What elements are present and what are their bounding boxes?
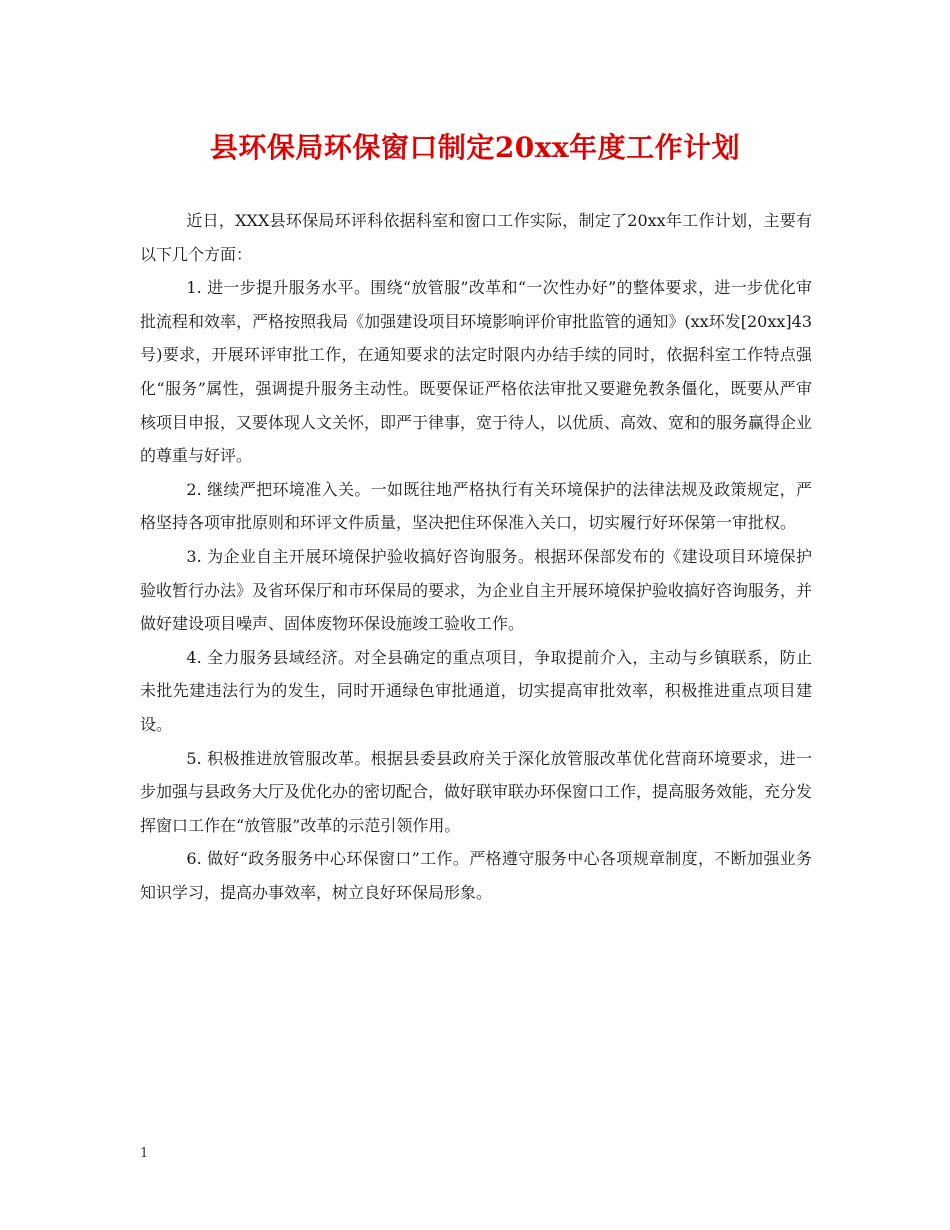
item-1-paragraph: 1. 进一步提升服务水平。围绕“放管服”改革和“一次性办好”的整体要求，进一步优化审批流程和效率，严格按照我局《加强建设项目环境影响评价审批监管的通知》(xx环发[20xx]43号)要求，开展环评审批工作，在通知要求的法定时限内办结手续的同时，依据科室工作特点强化“服务”属性，强调提升服务主动性。既要保证严格依法审批又要避免教条僵化，既要从严审核项目申报，又要体现人文关怀，即严于律事，宽于待人，以优质、高效、宽和的服务赢得企业的尊重与好评。 xyxy=(140,278,813,466)
item-3-paragraph: 3. 为企业自主开展环境保护验收搞好咨询服务。根据环保部发布的《建设项目环境保护验收暂行办法》及省环保厅和市环保局的要求，为企业自主开展环境保护验收搞好咨询服务，并做好建设项目噪声、固体废物环保设施竣工验收工作。 xyxy=(140,546,813,634)
intro-paragraph: 近日，XXX县环保局环评科依据科室和窗口工作实际，制定了20xx年工作计划，主要有以下几个方面： xyxy=(140,211,812,264)
item-6-paragraph: 6. 做好“政务服务中心环保窗口”工作。严格遵守服务中心各项规章制度，不断加强业务知识学习，提高办事效率，树立良好环保局形象。 xyxy=(140,849,812,902)
page-number: 1 xyxy=(140,1146,149,1161)
item-2-paragraph: 2. 继续严把环境准入关。一如既往地严格执行有关环境保护的法律法规及政策规定，严格坚持各项审批原则和环评文件质量，坚决把住环保准入关口，切实履行好环保第一审批权。 xyxy=(140,479,812,533)
document-title: 县环保局环保窗口制定20xx年度工作计划 xyxy=(209,131,741,164)
document-body xyxy=(140,204,812,909)
item-4-paragraph: 4. 全力服务县域经济。对全县确定的重点项目，争取提前介入，主动与乡镇联系，防止未批先建违法行为的发生，同时开通绿色审批通道，切实提高审批效率，积极推进重点项目建设。 xyxy=(140,647,812,734)
item-5-paragraph: 5. 积极推进放管服改革。根据县委县政府关于深化放管服改革优化营商环境要求，进一步加强与县政务大厅及优化办的密切配合，做好联审联办环保窗口工作，提高服务效能，充分发挥窗口工作在“放管服”改革的示范引领作用。 xyxy=(140,748,813,835)
